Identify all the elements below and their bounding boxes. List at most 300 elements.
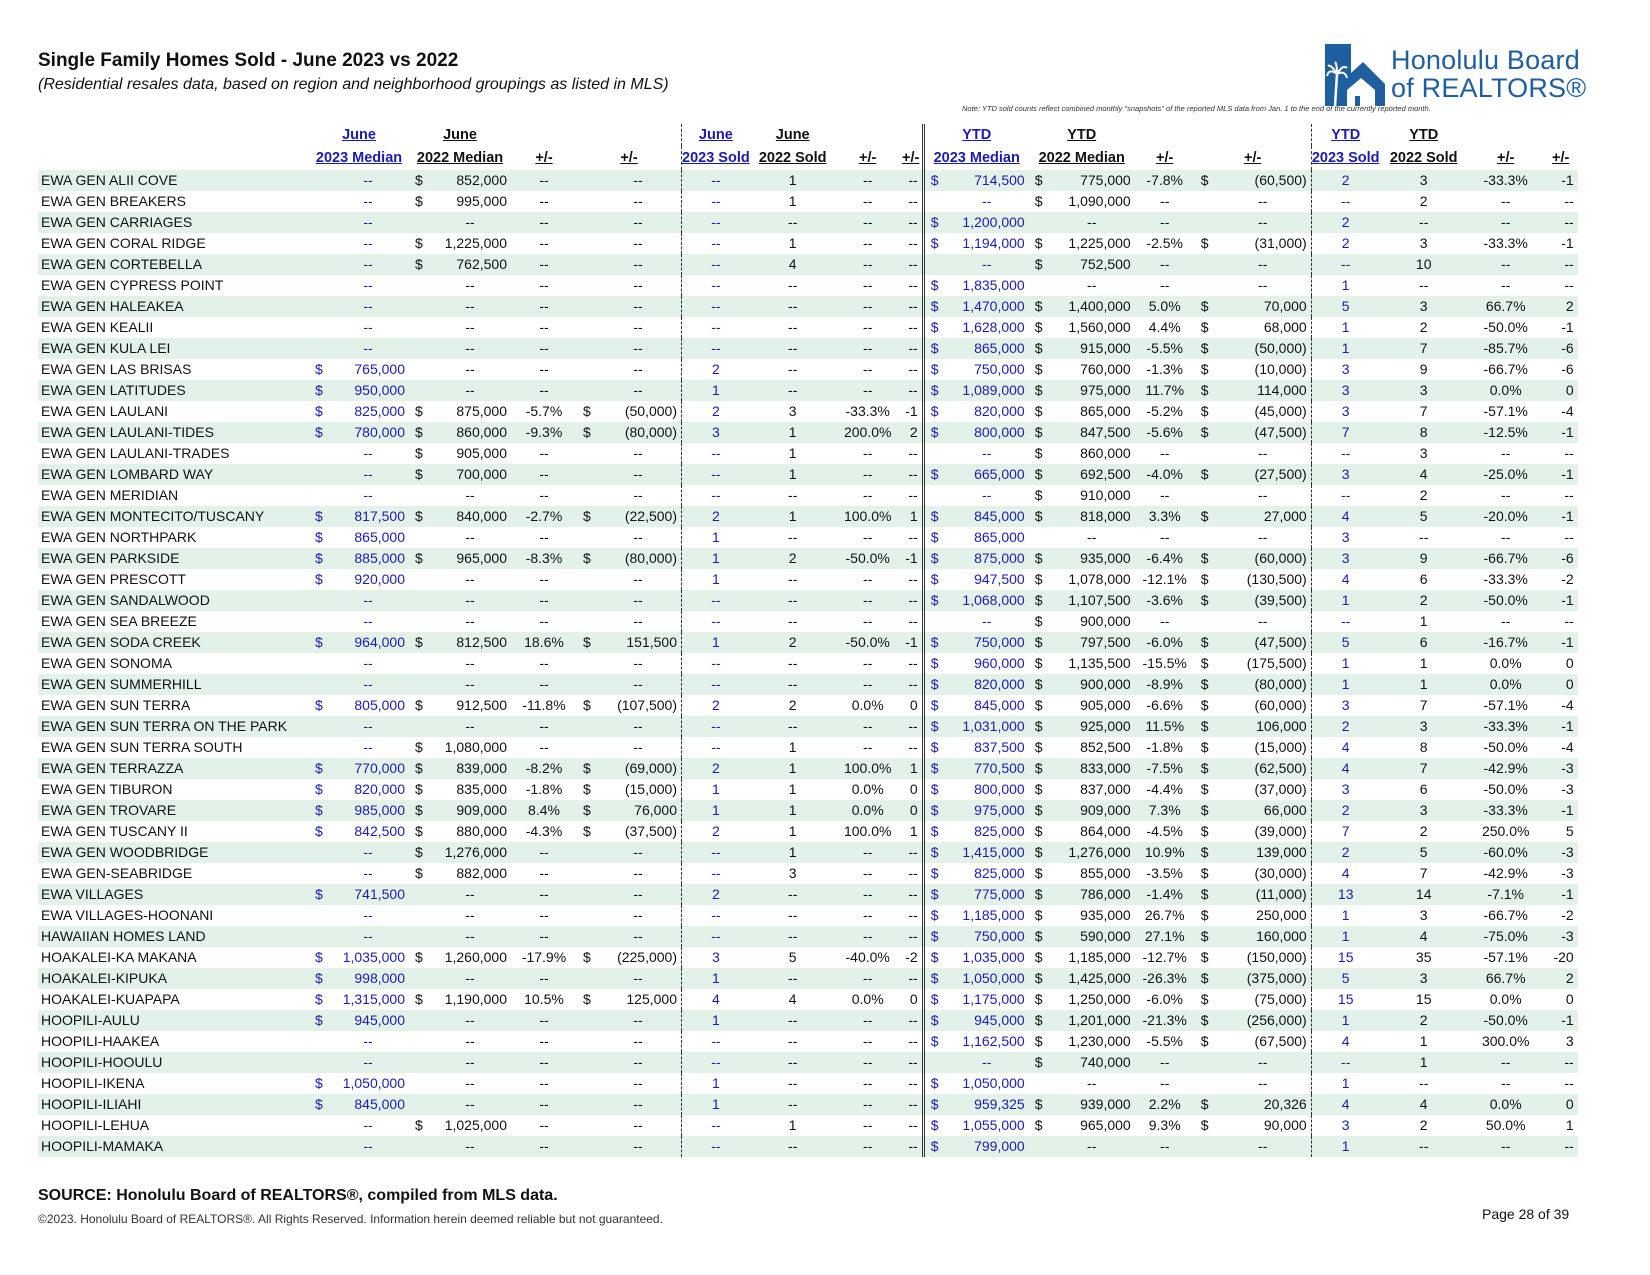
cell-value: 4 [1341,739,1350,755]
cell-value: 1 [682,968,750,989]
table-row [38,695,1578,716]
column-header [511,146,577,170]
cell-value: -- [327,296,409,317]
cell-value: (39,500) [1215,590,1312,611]
cell-value: 1 [750,422,836,443]
cell-value: -- [539,487,549,503]
cell-value: 797,500 [1049,632,1135,653]
column-header [682,146,750,170]
cell-value: 3 [1380,800,1468,821]
column-header-top [309,124,409,146]
cell-value: -- [836,1010,900,1031]
currency-symbol: $ [930,949,939,965]
currency-symbol [409,338,429,359]
cell-value: -50.0% [836,548,900,569]
column-header-label: +/- [902,149,920,166]
cell-value: -- [595,338,682,359]
table-row [38,380,1578,401]
currency-symbol: $ [583,991,591,1007]
cell-value: -42.9% [1468,758,1544,779]
currency-symbol: $ [577,422,595,443]
cell-value: 837,000 [1080,781,1131,797]
table-row [38,338,1578,359]
cell-value: 864,000 [1080,823,1131,839]
cell-value: 885,000 [327,548,409,569]
cell-value: -- [836,716,900,737]
currency-symbol: $ [409,464,429,485]
cell-value: 909,000 [429,800,511,821]
currency-symbol: $ [1029,800,1049,821]
cell-value: 26.7% [1144,907,1185,923]
cell-value: -- [429,296,511,317]
currency-symbol: $ [1034,655,1043,671]
cell-value: -- [1380,1136,1468,1157]
cell-value: -6 [1544,548,1578,569]
cell-value: -2 [900,947,924,968]
currency-symbol: $ [1029,590,1049,611]
cell-value: 2 [1419,193,1428,209]
cell-value: -- [900,527,924,548]
cell-value: -- [863,571,873,587]
cell-value: 0.0% [851,697,884,713]
cell-value: 2 [1311,212,1380,233]
cell-value: 775,000 [945,884,1029,905]
cell-value: 2 [682,758,750,779]
neighborhood-name: HOOPILI-IKENA [41,1075,145,1091]
currency-symbol: $ [1195,1010,1215,1031]
cell-value: (37,500) [595,821,682,842]
cell-value: -- [900,611,924,632]
cell-value: 1 [750,506,836,527]
cell-value: (80,000) [595,422,682,443]
currency-symbol: $ [1200,571,1209,587]
currency-symbol: $ [315,403,323,419]
cell-value: 2 [1419,487,1428,503]
currency-symbol: $ [315,991,323,1007]
header-spacer [38,146,309,170]
column-header-label: 2023 Median [933,149,1020,166]
cell-value: 1,090,000 [1068,193,1131,209]
cell-value: 4 [1341,571,1350,587]
cell-value: -3 [1561,781,1574,797]
cell-value: -- [1215,611,1312,632]
neighborhood-name: HOOPILI-HAAKEA [41,1033,160,1049]
cell-value: 1,089,000 [945,380,1029,401]
currency-symbol [577,863,595,884]
cell-value: -- [511,464,577,485]
column-header-label: YTD [1067,126,1097,143]
currency-symbol: $ [923,758,945,779]
currency-symbol [309,338,327,359]
cell-value: 3 [1380,296,1468,317]
cell-value: -9.3% [511,422,577,443]
cell-value: -- [511,1010,577,1031]
cell-value: -1.3% [1146,361,1183,377]
table-row [38,212,1578,233]
cell-value: -- [1311,1052,1380,1073]
cell-value: -- [836,338,900,359]
cell-value: 250.0% [1481,823,1530,839]
table-row [38,758,1578,779]
cell-value: 5 [1311,968,1380,989]
cell-value: 9 [1419,361,1428,377]
currency-symbol: $ [1034,319,1043,335]
cell-value: -- [511,170,577,191]
cell-value: -- [836,884,900,905]
currency-symbol: $ [1200,1033,1209,1049]
cell-value: -33.3% [1468,800,1544,821]
cell-value: 1,190,000 [444,991,507,1007]
cell-value: -- [1544,212,1578,233]
cell-value: -- [1087,1075,1097,1091]
cell-value: 1 [750,758,836,779]
cell-value: -- [1215,1073,1312,1094]
currency-symbol: $ [415,865,423,881]
cell-value: 0 [900,989,924,1010]
currency-symbol: $ [1029,422,1049,443]
currency-symbol: $ [1034,487,1043,503]
cell-value: -50.0% [1483,319,1528,335]
cell-value: -- [511,1052,577,1073]
currency-symbol: $ [1034,781,1043,797]
cell-value: -- [327,842,409,863]
cell-value: -8.3% [511,548,577,569]
cell-value: -- [900,884,924,905]
currency-symbol [309,611,327,632]
cell-value: -- [539,529,549,545]
cell-value: -- [1468,254,1544,275]
cell-value: -- [900,359,924,380]
currency-symbol: $ [583,823,591,839]
neighborhood-name: EWA GEN LAULANI-TRADES [41,445,230,461]
currency-symbol [409,653,429,674]
cell-value: 7 [1341,823,1350,839]
cell-value: 837,500 [974,739,1025,755]
cell-value: -- [711,613,721,629]
cell-value: 1 [1311,926,1380,947]
currency-symbol: $ [1034,949,1043,965]
currency-symbol [309,212,327,233]
cell-value: 1,560,000 [1068,319,1131,335]
cell-value: -- [1215,254,1312,275]
cell-value: -- [900,170,924,191]
cell-value: -- [327,170,409,191]
column-header-label: 2023 Median [315,149,403,166]
cell-value: -- [788,529,798,545]
currency-symbol [1029,1073,1049,1094]
currency-symbol [309,926,327,947]
cell-value: -15.5% [1142,655,1187,671]
cell-value: 1 [1341,277,1350,293]
cell-value: -- [465,1033,475,1049]
cell-value: 2 [711,823,720,839]
cell-value: (60,000) [1215,548,1312,569]
currency-symbol: $ [1200,403,1209,419]
cell-value: -- [900,590,924,611]
currency-symbol: $ [930,823,939,839]
cell-value: 835,000 [456,781,507,797]
currency-symbol: $ [583,697,591,713]
neighborhood-name: HOOPILI-MAMAKA [38,1136,309,1157]
cell-value: -- [595,1094,682,1115]
cell-value: -- [682,590,750,611]
currency-symbol [309,653,327,674]
cell-value: 847,500 [1049,422,1135,443]
cell-value: -- [1135,1052,1195,1073]
cell-value: -4.4% [1146,781,1183,797]
cell-value: (256,000) [1215,1010,1312,1031]
table-row [38,905,1578,926]
cell-value: -- [1087,277,1097,293]
cell-value: 998,000 [327,968,409,989]
neighborhood-name: EWA GEN CYPRESS POINT [41,277,224,293]
cell-value: 100.0% [836,506,900,527]
cell-value: -- [363,907,373,923]
currency-symbol: $ [930,361,939,377]
neighborhood-name: EWA GEN KEALII [41,319,154,335]
currency-symbol [409,716,429,737]
currency-symbol: $ [415,949,423,965]
cell-value: -- [788,655,798,671]
cell-value: 2 [711,361,720,377]
cell-value: -- [363,445,373,461]
currency-symbol: $ [315,571,323,587]
currency-symbol [409,359,429,380]
cell-value: -- [465,361,475,377]
cell-value: 5 [1380,842,1468,863]
cell-value: -- [539,907,549,923]
cell-value: 100.0% [836,758,900,779]
house-palm-logo-icon [1325,44,1385,106]
currency-symbol: $ [415,1117,423,1133]
cell-value: -- [595,863,682,884]
cell-value: -- [1160,445,1170,461]
cell-value: 1 [750,800,836,821]
cell-value: -1.8% [1146,739,1183,755]
cell-value: 1,400,000 [1049,296,1135,317]
page-title: Single Family Homes Sold - June 2023 vs 2022 [38,50,459,71]
cell-value: (67,500) [1215,1031,1312,1052]
cell-value: 1,628,000 [962,319,1025,335]
cell-value: -- [539,319,549,335]
cell-value: -33.3% [1468,170,1544,191]
cell-value: -- [982,445,992,461]
cell-value: 920,000 [354,571,405,587]
cell-value: -33.3% [1483,235,1528,251]
cell-value: -- [711,1033,721,1049]
currency-symbol: $ [930,235,939,251]
cell-value: 1,185,000 [962,907,1025,923]
cell-value: 3 [1311,464,1380,485]
cell-value: (150,000) [1215,947,1312,968]
cell-value: 780,000 [327,422,409,443]
currency-symbol: $ [1034,697,1043,713]
currency-symbol: $ [1029,1052,1049,1073]
cell-value: -1 [1544,1010,1578,1031]
cell-value: 1 [1311,1136,1380,1157]
currency-symbol: $ [415,823,423,839]
neighborhood-name: EWA GEN SUMMERHILL [38,674,309,695]
currency-symbol [409,590,429,611]
currency-symbol [577,1115,595,1136]
cell-value: 2 [682,884,750,905]
currency-symbol: $ [415,781,423,797]
table-row [38,422,1578,443]
currency-symbol: $ [583,781,591,797]
cell-value: -- [327,1052,409,1073]
cell-value: -20.0% [1468,506,1544,527]
currency-symbol [577,611,595,632]
cell-value: 1 [1419,655,1428,671]
cell-value: 2 [1544,968,1578,989]
currency-symbol [923,443,945,464]
cell-value: -- [682,1052,750,1073]
cell-value: 6 [1419,571,1428,587]
cell-value: -66.7% [1483,361,1528,377]
cell-value: 1 [711,571,720,587]
currency-symbol [1195,275,1215,296]
cell-value: -- [595,716,682,737]
cell-value: -5.5% [1135,338,1195,359]
cell-value: 805,000 [354,697,405,713]
table-row [38,1052,1578,1073]
column-header [836,146,900,170]
column-header-label: 2022 Sold [758,149,827,166]
cell-value: -5.6% [1135,422,1195,443]
currency-symbol [577,884,595,905]
cell-value: -- [836,212,900,233]
cell-value: 4 [711,991,720,1007]
currency-symbol [577,212,595,233]
cell-value: 959,325 [945,1094,1029,1115]
cell-value: -- [363,277,373,293]
cell-value: 3 [1419,235,1428,251]
cell-value: 865,000 [354,529,405,545]
cell-value: 1 [1311,338,1380,359]
cell-value: 985,000 [327,800,409,821]
currency-symbol: $ [930,319,939,335]
column-header-top [577,124,682,146]
cell-value: 3 [1341,781,1350,797]
currency-symbol [577,1136,595,1157]
currency-symbol [577,443,595,464]
cell-value: 3 [1380,380,1468,401]
cell-value: -- [595,170,682,191]
cell-value: -- [1468,212,1544,233]
cell-value: -1 [1544,422,1578,443]
currency-symbol: $ [930,571,939,587]
currency-symbol [577,905,595,926]
cell-value: -- [836,968,900,989]
cell-value: -5.7% [525,403,563,419]
cell-value: 13 [1311,884,1380,905]
cell-value: 825,000 [354,403,405,419]
currency-symbol: $ [1029,506,1049,527]
neighborhood-name: EWA GEN SONOMA [41,655,172,671]
currency-symbol: $ [1034,865,1043,881]
currency-symbol [309,191,327,212]
cell-value: 960,000 [974,655,1025,671]
column-header-top [750,124,836,146]
cell-value: -- [539,655,549,671]
cell-value: -- [429,926,511,947]
cell-value: 7 [1380,338,1468,359]
currency-symbol [577,842,595,863]
neighborhood-name: EWA GEN TERRAZZA [38,758,309,779]
currency-symbol [1029,527,1049,548]
cell-value: 68,000 [1215,317,1312,338]
cell-value: 900,000 [1049,674,1135,695]
cell-value: -- [750,1094,836,1115]
cell-value: 1,276,000 [429,842,511,863]
cell-value: -- [1501,1075,1511,1091]
currency-symbol [577,275,595,296]
cell-value: 852,500 [1080,739,1131,755]
cell-value: -- [836,296,900,317]
cell-value: 812,500 [429,632,511,653]
cell-value: -- [788,319,798,335]
table-row [38,863,1578,884]
cell-value: (47,500) [1215,422,1312,443]
column-header-label: 2023 Sold [1311,149,1380,166]
currency-symbol: $ [1200,1117,1209,1133]
cell-value: -- [900,1115,924,1136]
currency-symbol [409,317,429,338]
currency-symbol: $ [1195,842,1215,863]
currency-symbol [409,275,429,296]
column-header-label: +/- [535,149,553,166]
currency-symbol: $ [1195,632,1215,653]
neighborhood-name: EWA GEN SUN TERRA SOUTH [41,739,243,755]
currency-symbol: $ [1029,1010,1049,1031]
cell-value: 18.6% [511,632,577,653]
column-header [1544,146,1578,170]
currency-symbol: $ [1034,1033,1043,1049]
currency-symbol: $ [1029,338,1049,359]
cell-value: 4 [1311,1094,1380,1115]
currency-symbol [409,884,429,905]
cell-value: 0 [900,695,924,716]
cell-value: (175,500) [1215,653,1312,674]
cell-value: -- [595,191,682,212]
cell-value: 590,000 [1049,926,1135,947]
cell-value: -50.0% [836,632,900,653]
table-row [38,842,1578,863]
currency-symbol: $ [923,632,945,653]
cell-value: 1,055,000 [962,1117,1025,1133]
cell-value: -- [750,926,836,947]
currency-symbol: $ [930,865,939,881]
cell-value: -- [1501,613,1511,629]
cell-value: -- [682,464,750,485]
cell-value: 800,000 [974,781,1025,797]
currency-symbol [409,485,429,506]
cell-value: 1 [1419,613,1428,629]
cell-value: -42.9% [1483,865,1528,881]
cell-value: -- [900,254,924,275]
cell-value: -50.0% [1468,590,1544,611]
cell-value: 855,000 [1080,865,1131,881]
cell-value: 5 [1311,632,1380,653]
cell-value: 160,000 [1215,926,1312,947]
table-row [38,926,1578,947]
cell-value: 1,315,000 [342,991,405,1007]
currency-symbol: $ [930,781,939,797]
cell-value: 1,250,000 [1068,991,1131,1007]
cell-value: -- [711,235,721,251]
cell-value: -40.0% [845,949,890,965]
cell-value: 900,000 [1080,613,1131,629]
